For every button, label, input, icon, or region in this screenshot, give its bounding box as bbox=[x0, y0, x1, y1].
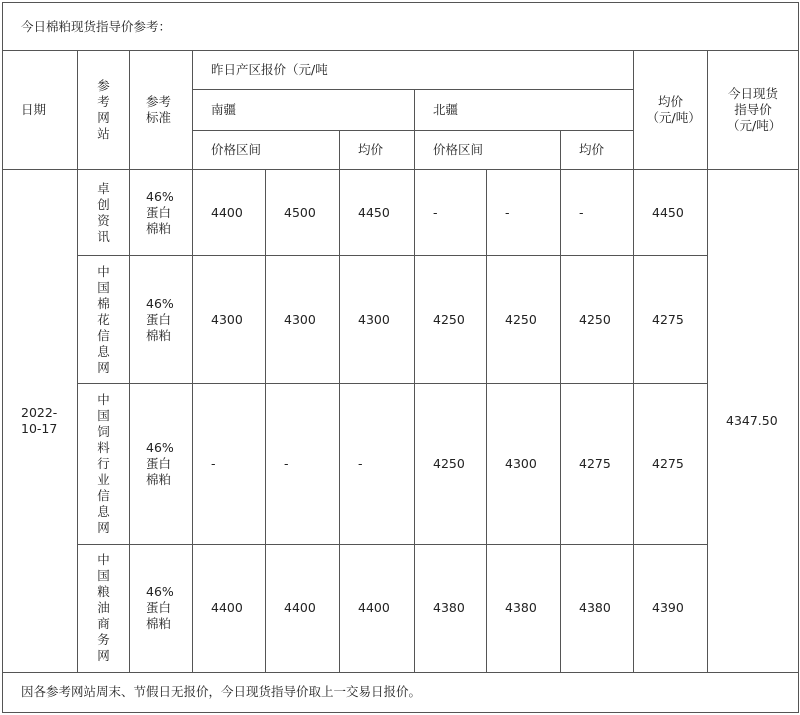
site-cell: 中国饲料行业信息网 bbox=[78, 384, 130, 544]
table-row bbox=[3, 544, 799, 672]
south-avg: 4400 bbox=[340, 544, 415, 672]
header-standard: 参考标准 bbox=[130, 51, 193, 170]
south-avg: - bbox=[340, 384, 415, 544]
north-avg: 4275 bbox=[561, 384, 634, 544]
header-date: 日期 bbox=[3, 51, 78, 170]
south-high: - bbox=[266, 384, 340, 544]
table-title: 今日棉粕现货指导价参考： bbox=[3, 3, 799, 51]
header-south-avg: 均价 bbox=[340, 131, 415, 170]
avg-cell: 4275 bbox=[634, 384, 708, 544]
avg-cell: 4390 bbox=[634, 544, 708, 672]
header-north: 北疆 bbox=[415, 90, 634, 131]
north-high: - bbox=[487, 170, 561, 256]
header-avg-unit: 均价（元/吨） bbox=[634, 51, 708, 170]
north-high: 4380 bbox=[487, 544, 561, 672]
north-high: 4300 bbox=[487, 384, 561, 544]
north-low: - bbox=[415, 170, 487, 256]
standard-cell: 46%蛋白棉粕 bbox=[130, 384, 193, 544]
header-yesterday: 昨日产区报价（元/吨 bbox=[193, 51, 634, 90]
south-high: 4300 bbox=[266, 256, 340, 384]
site-cell: 中国棉花信息网 bbox=[78, 256, 130, 384]
header-north-range: 价格区间 bbox=[415, 131, 561, 170]
south-low: 4400 bbox=[193, 170, 266, 256]
standard-cell: 46%蛋白棉粕 bbox=[130, 170, 193, 256]
date-cell: 2022-10-17 bbox=[3, 170, 78, 673]
south-low: 4300 bbox=[193, 256, 266, 384]
south-low: - bbox=[193, 384, 266, 544]
standard-cell: 46%蛋白棉粕 bbox=[130, 256, 193, 384]
north-low: 4250 bbox=[415, 384, 487, 544]
north-low: 4250 bbox=[415, 256, 487, 384]
north-avg: - bbox=[561, 170, 634, 256]
site-cell: 中国粮油商务网 bbox=[78, 544, 130, 672]
footnote: 因各参考网站周末、节假日无报价，今日现货指导价取上一交易日报价。 bbox=[3, 672, 799, 712]
north-high: 4250 bbox=[487, 256, 561, 384]
avg-cell: 4450 bbox=[634, 170, 708, 256]
north-low: 4380 bbox=[415, 544, 487, 672]
south-avg: 4300 bbox=[340, 256, 415, 384]
south-avg: 4450 bbox=[340, 170, 415, 256]
table-row bbox=[3, 170, 799, 256]
table-row bbox=[3, 256, 799, 384]
price-table bbox=[2, 2, 799, 713]
site-cell: 卓创资讯 bbox=[78, 170, 130, 256]
north-avg: 4380 bbox=[561, 544, 634, 672]
south-high: 4500 bbox=[266, 170, 340, 256]
north-avg: 4250 bbox=[561, 256, 634, 384]
header-north-avg: 均价 bbox=[561, 131, 634, 170]
today-price: 4347.50 bbox=[708, 170, 799, 673]
header-south: 南疆 bbox=[193, 90, 415, 131]
south-high: 4400 bbox=[266, 544, 340, 672]
standard-cell: 46%蛋白棉粕 bbox=[130, 544, 193, 672]
header-today: 今日现货指导价（元/吨） bbox=[708, 51, 799, 170]
table-row bbox=[3, 384, 799, 544]
avg-cell: 4275 bbox=[634, 256, 708, 384]
header-site: 参考网站 bbox=[78, 51, 130, 170]
header-south-range: 价格区间 bbox=[193, 131, 340, 170]
south-low: 4400 bbox=[193, 544, 266, 672]
